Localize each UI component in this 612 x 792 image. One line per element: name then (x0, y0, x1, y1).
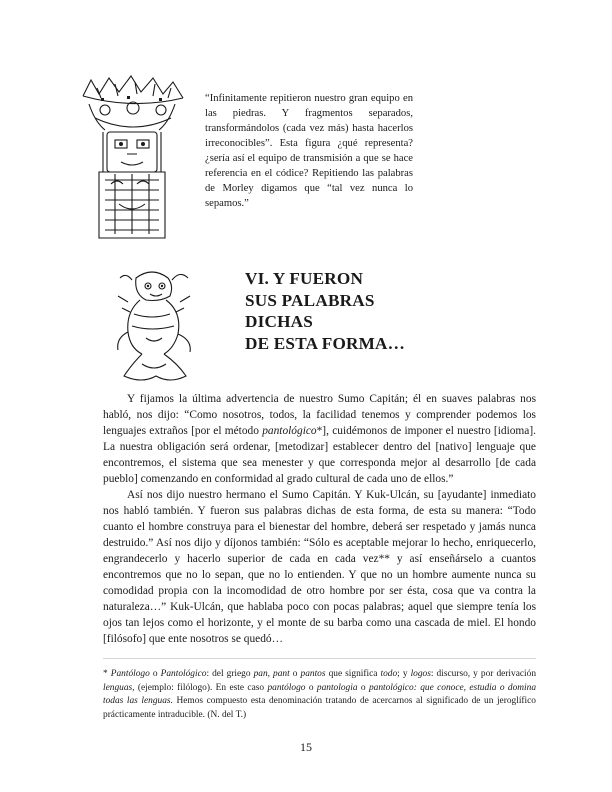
chapter-title-line: SUS PALABRAS (245, 290, 375, 310)
chapter-title (245, 268, 475, 354)
footnote-divider (103, 658, 536, 659)
paragraph: Así nos dijo nuestro hermano el Sumo Capitán. Y Kuk-Ulcán, su [ayudante] inmediato nos habló también. Y fueron sus palabras dichas de esta forma, de esta su manera: “Todo cuanto el hombre construya para el bienestar del hombre, deberá ser respetado y jamás nunca destruido.” Así nos dijo y díjonos también: “Sólo es aceptable mejorar lo hecho, enriquecerlo, engrandecerlo y hacerlo superior de cada en cada vez** y así enseñárselo a cuantos encontremos que no lo sepan, que no lo entienden. Y que no un hombre aumente nunca su comodidad propia con la incomodidad de otro hombre por ser ésta, cosa que va contra la naturaleza…” Kuk-Ulcán, que hablaba poco con pocas palabras; aquel que siempre tenía los ojos tan lejos como el horizonte, y el monte de su barba como una cascada de miel. El hondo [filósofo] que ente nosotros se quedó… (103, 489, 536, 645)
paragraph: Y fijamos la última advertencia de nuestro Sumo Capitán; él en suaves palabras nos habló, nos dijo: “Como nosotros, todos, la facilidad tenemos y comprender podemos los lenguajes extraños [por el método pantológico*], cuidémonos de imponer el nuestro [idioma]. La nuestra obligación será ordenar, [metodizar] establecer dentro del [nativo] lenguaje que encontremos, el sistema que sea menester y que corresponda mejor al desarrollo [de cada pueblo] comenzando en conformidad al grado cultural de cada uno de ellos.” (103, 393, 536, 485)
seated-figure-icon (112, 268, 196, 386)
carved-stone-figure-icon (75, 74, 190, 242)
chapter-title-line: VI. Y FUERON (245, 269, 364, 288)
chapter-title-line: DICHAS (245, 312, 314, 331)
illustration-caption: “Infinitamente repitieron nuestro gran equipo en las piedras. Y fragmentos separados, transformándolos (cada vez más) hasta hacerlos irreconocibles”. Esta figura ¿qué representa? ¿sería así el equipo de transmisión a que se hace referencia en el códice? Repitiendo las palabras de Morley digamos que “tal vez nunca lo sepamos.” (205, 93, 413, 209)
chapter-title-line: DE ESTA FORMA… (245, 333, 406, 353)
body-text (103, 391, 536, 647)
page-number: 15 (300, 740, 312, 754)
footnote: * Pantólogo o Pantológico: del griego pan, pant o pantos que significa todo; y logos: discurso, y por derivación lenguas, (ejemplo: filólogo). En este caso pantólogo o pantologia o pantológico: que conoce, estudia o domina todas las lenguas. Hemos compuesto esta denominación tratando de acercarnos al significado de un jeroglífico prácticamente intraducible. (N. del T.) (103, 669, 537, 720)
